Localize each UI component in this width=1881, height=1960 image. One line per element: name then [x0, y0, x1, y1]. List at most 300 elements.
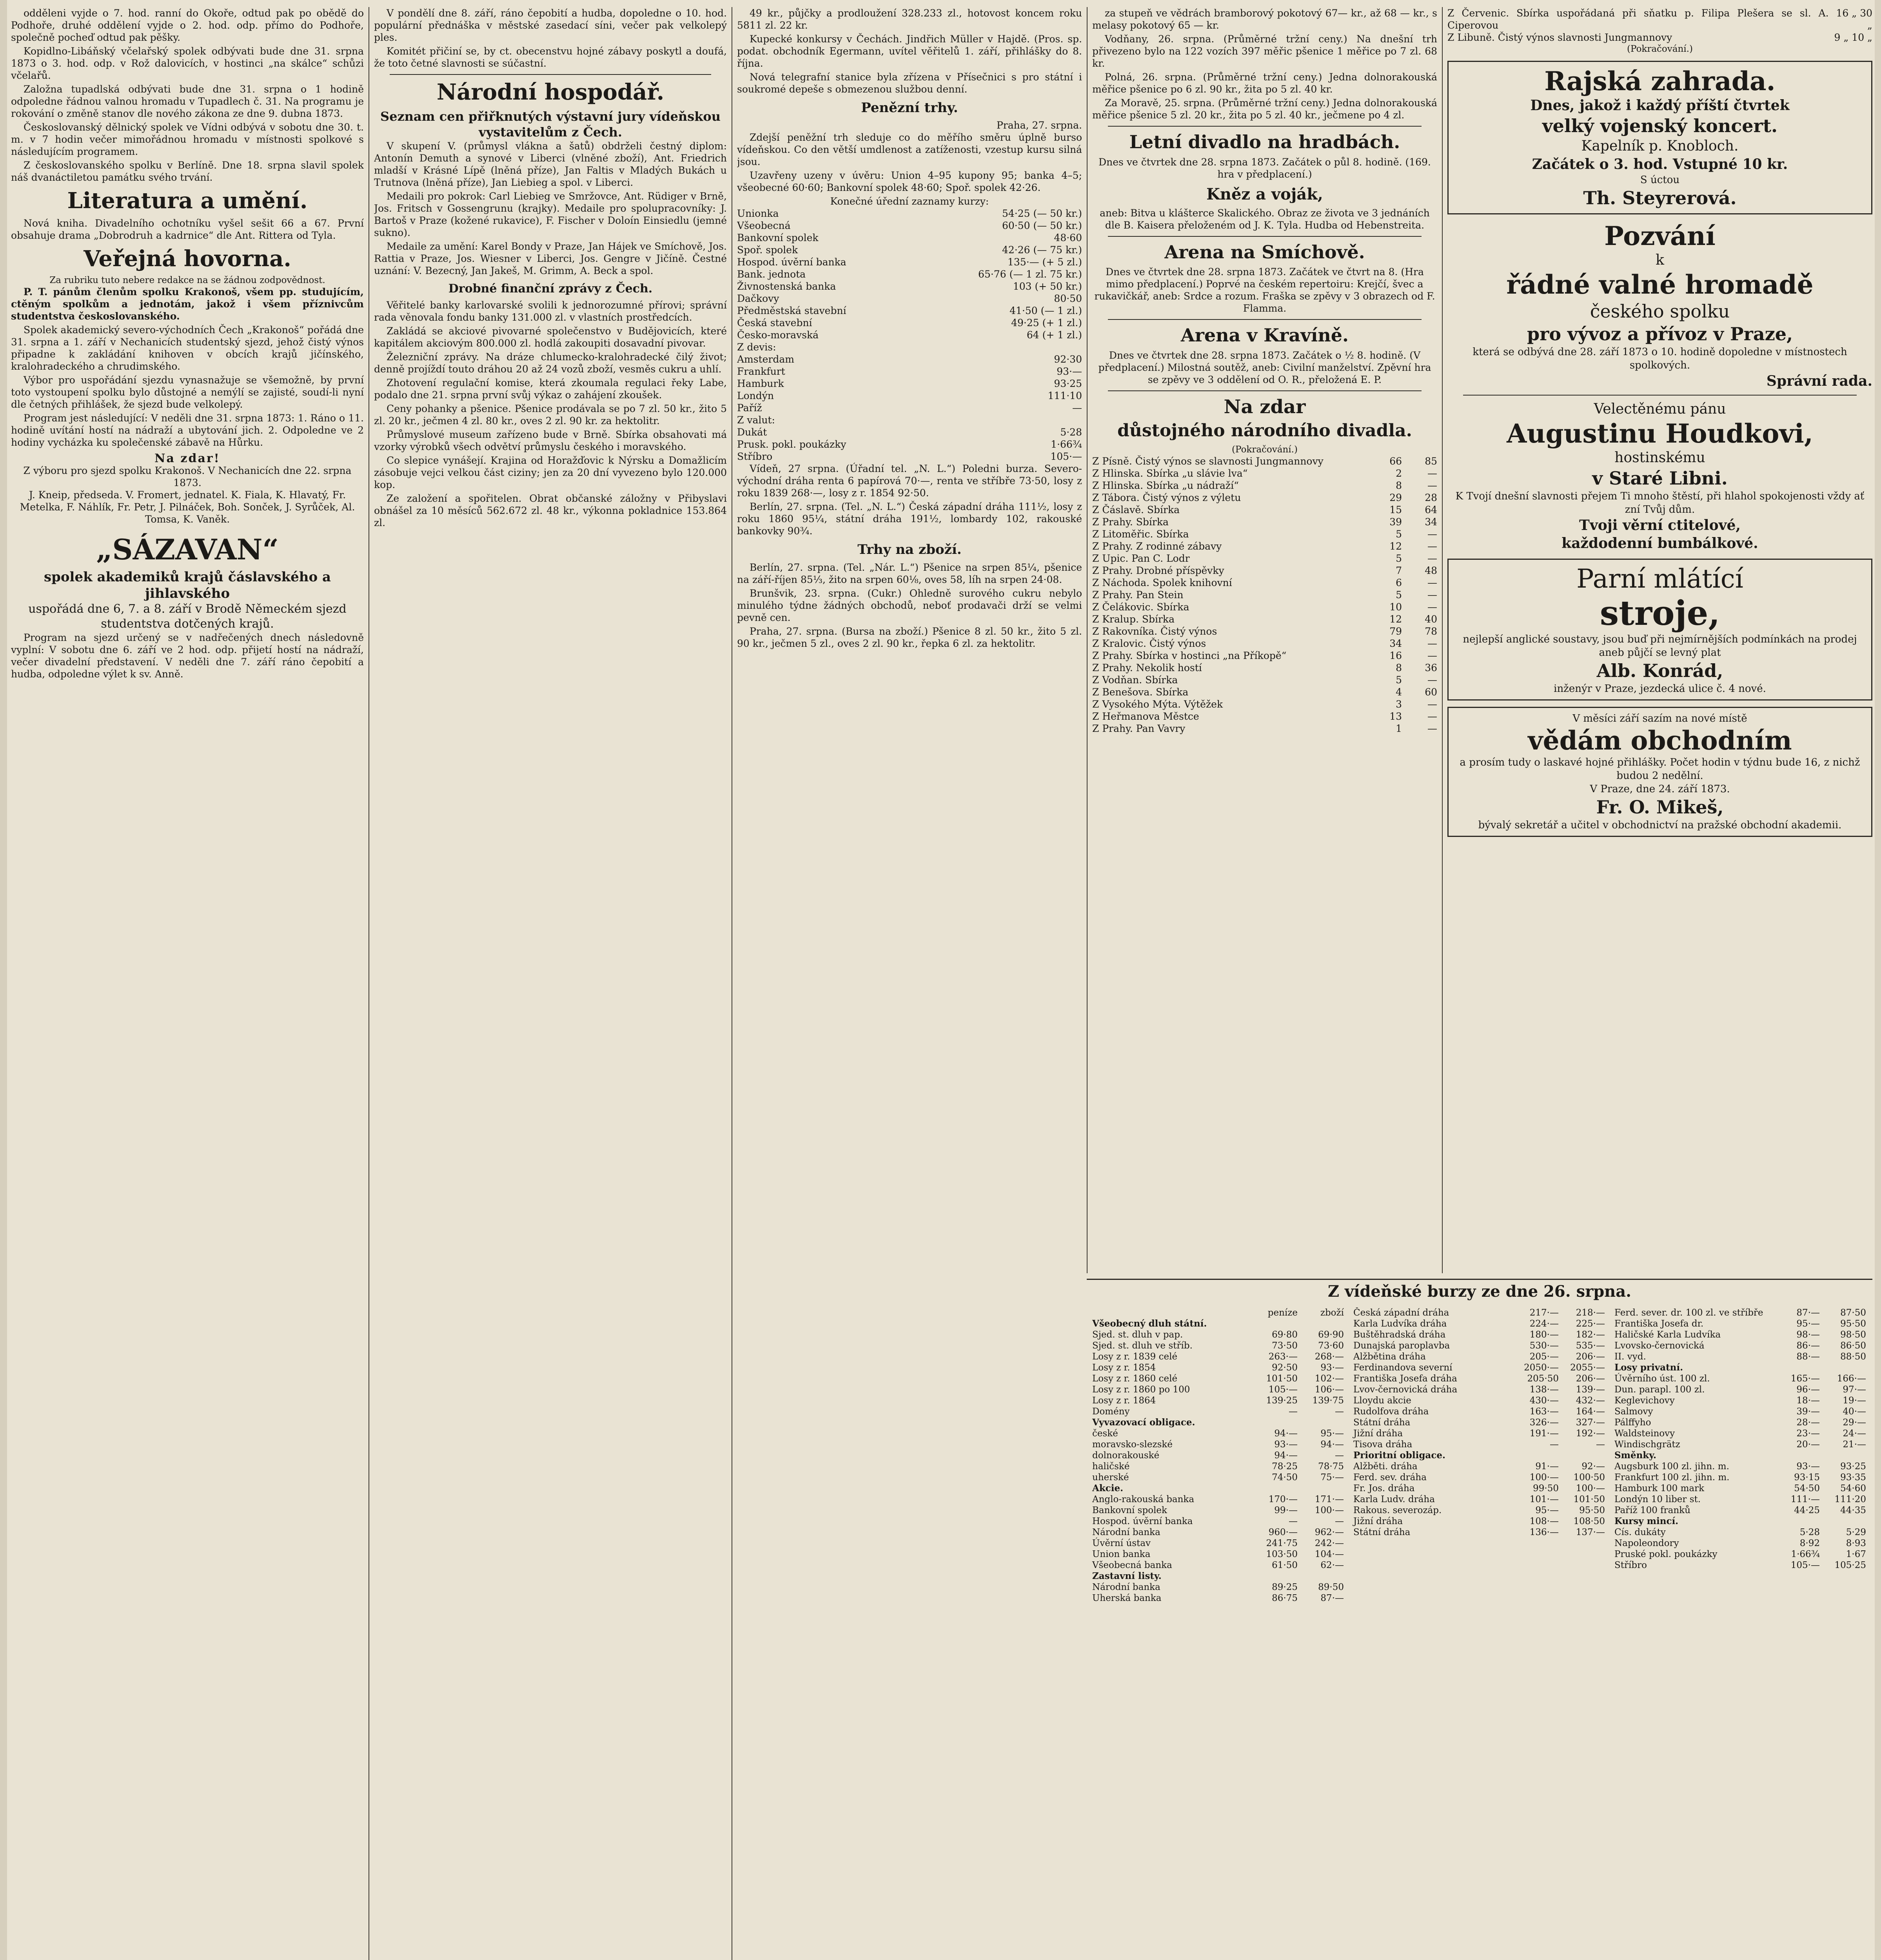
donation-kreuzers: — [1427, 710, 1437, 722]
bourse-row [1352, 1472, 1607, 1483]
prices-title: Konečné úřední zaznamy kurzy: [830, 196, 989, 207]
bourse-title: Z vídeňské burzy ze dne 26. srpna. [1327, 1282, 1632, 1301]
bourse-row [1091, 1582, 1345, 1593]
donation-florins: 15 [1389, 504, 1402, 515]
bourse-item-name: Uherská banka [1092, 1593, 1162, 1603]
donation-value: 9 „ 10 „ [1834, 32, 1872, 43]
bourse-money: 44·25 [1794, 1505, 1820, 1515]
bourse-item-name: Dun. parapl. 100 zl. [1614, 1385, 1705, 1395]
bourse-row [1613, 1318, 1868, 1329]
pub-names: J. Kneip, předseda. V. Fromert, jednatel. K. Fiala, K. Hlavatý, Fr. Metelka, F. Náhlík, Fr. Petr, J. Pilnáček, Boh. Sonček, J. Syrůček, Al. Tomsa, K. Vaněk. [20, 489, 355, 525]
bourse-goods: 104·— [1315, 1549, 1344, 1559]
bourse-goods [1560, 1450, 1607, 1461]
bourse-table-b [1352, 1307, 1607, 1538]
bourse-goods: 24·— [1843, 1428, 1866, 1439]
bourse-item-name: Windischgrätz [1614, 1439, 1680, 1450]
bourse-money: 191·— [1529, 1428, 1559, 1439]
donation-row [1092, 492, 1437, 504]
col3-trh-p2: Uzavřeny uzeny v úvěru: Union 4–95 kupony 95; banka 4–5; všeobecné 60·60; Bankovní spolek 48·60; Spoř. spolek 42·26. [737, 170, 1082, 194]
bourse-row [1613, 1329, 1868, 1340]
col3-p2: Nová telegrafní stanice byla zřízena v Přísečnici s pro státní i soukromé depeše s obmezenou službou denní. [737, 71, 1082, 95]
bourse-goods: 98·50 [1840, 1330, 1866, 1340]
donation-kreuzers: — [1427, 722, 1437, 734]
bourse-item-name: Fr. Jos. dráha [1353, 1483, 1415, 1494]
bourse-column-a [1091, 1307, 1345, 1604]
donation-florins: 16 [1389, 650, 1402, 661]
bourse-money: 99·50 [1533, 1483, 1559, 1494]
bourse-goods: 95·50 [1840, 1319, 1866, 1329]
donation-florins: 10 [1389, 601, 1402, 613]
bourse-row [1352, 1307, 1607, 1318]
bourse-goods: 89·50 [1318, 1582, 1344, 1592]
donation-row [1092, 528, 1437, 540]
theatre-heading-summer: Letní divadlo na hradbách. [1129, 131, 1400, 152]
sazavan-p: uspořádá dne 6, 7. a 8. září v Brodě Německém sjezd studentstva dotčených krajů. [28, 602, 347, 631]
col1-pub-p2: Spolek akademický severo-východních Čech „Krakonoš“ pořádá dne 31. srpna a 1. září v Nechanicích studentský sjezd, jehož čistý výnos připadne k zakládání knihoven v obcích krajů jičínského, kralohradeckého a chrudimského. [11, 324, 364, 372]
bourse-row [1352, 1450, 1607, 1461]
bourse-goods: — [1335, 1450, 1344, 1461]
bourse-row [1352, 1384, 1607, 1395]
ad4-line3: Alb. Konrád, [1596, 660, 1723, 681]
price-row [737, 220, 1082, 232]
price-value: 42·26 (— 75 kr.) [1002, 244, 1082, 256]
bourse-goods: 100·— [1576, 1483, 1605, 1494]
bourse-goods: 139·75 [1312, 1396, 1344, 1406]
bourse-goods: 40·— [1843, 1406, 1866, 1417]
col1-p1: Kopidlno-Libáňský včelařský spolek odbývati bude dne 31. srpna 1873 o 3. hod. odp. v Rož dalovicích, v hostinci „na skálce“ schůzi včelařů. [11, 45, 364, 81]
bourse-money [1253, 1571, 1299, 1582]
bourse-goods: 93·— [1320, 1363, 1344, 1373]
ad1-line3: Kapelník p. Knobloch. [1581, 138, 1739, 154]
bourse-money [1514, 1450, 1560, 1461]
donation-name: Z Upic. Pan C. Lodr [1092, 552, 1190, 564]
devize-value: 92·30 [1054, 354, 1082, 365]
price-row [737, 305, 1082, 317]
bourse-item-name: Domény [1092, 1406, 1130, 1417]
bourse-item-name: Akcie. [1092, 1483, 1124, 1494]
bourse-goods: 1·67 [1846, 1549, 1866, 1559]
price-name: Předměstská stavební [737, 305, 846, 317]
bourse-money: 96·— [1796, 1385, 1820, 1395]
bourse-goods [1821, 1362, 1868, 1373]
col2-drob-p3: Železniční zprávy. Na dráze chlumecko-kralohradecké čilý život; denně projíždí touto dráhou 20 až 24 vozů zboží, vesměs cukru a uhlí. [374, 351, 727, 375]
ad3-line6: každodenní bumbálkové. [1561, 535, 1758, 552]
bourse-money: 89·25 [1272, 1582, 1298, 1592]
bourse-row [1091, 1560, 1345, 1571]
bourse-goods: 54·60 [1840, 1483, 1866, 1494]
donation-row [1092, 540, 1437, 552]
summer-info2: aneb: Bitva u klášterce Skalického. Obraz ze života ve 3 jednáních dle B. Kaisera přeloženém od J. K. Tyla. Hudba od Hebenstreita. [1100, 207, 1430, 231]
donation-kreuzers: 60 [1425, 686, 1437, 698]
bourse-row [1352, 1318, 1607, 1329]
price-value: 135·— (+ 5 zl.) [1008, 256, 1082, 268]
donation-florins: 66 [1389, 455, 1402, 467]
bourse-row [1352, 1351, 1607, 1362]
bourse-money [1253, 1417, 1299, 1428]
bourse-goods [1821, 1450, 1868, 1461]
bourse-row [1613, 1472, 1868, 1483]
bourse-goods: 111·20 [1834, 1494, 1866, 1504]
bourse-row [1091, 1318, 1345, 1329]
bourse-money: 99·— [1274, 1505, 1298, 1515]
bourse-item-name: Státní dráha [1353, 1417, 1411, 1428]
price-row [737, 232, 1082, 244]
bourse-money: 88·— [1796, 1352, 1820, 1362]
col1-p3: Českoslovanský dělnický spolek ve Vídni odbývá v sobotu dne 30. t. m. v 7 hodin večer mimořádnou hromadu v místnosti spolkové s následujícím programem. [11, 122, 364, 157]
bourse-item-name: Bankovní spolek [1092, 1505, 1167, 1515]
bourse-item-name: Úvěrní ústav [1092, 1538, 1151, 1548]
ad5-line1: vědám obchodním [1528, 725, 1792, 756]
summer-info: Dnes ve čtvrtek dne 28. srpna 1873. Začátek o půl 8. hodině. (169. hra v předplacení.) [1098, 156, 1431, 180]
price-name: Všeobecná [737, 220, 791, 232]
bourse-goods: 192·— [1576, 1428, 1605, 1439]
devize-row [737, 390, 1082, 402]
devize-value: 93·25 [1054, 378, 1082, 390]
bourse-row [1352, 1362, 1607, 1373]
bourse-money: 108·— [1529, 1516, 1559, 1526]
bourse-item-name: Alžběti. dráha [1353, 1461, 1418, 1472]
col3-trhy-p3: Praha, 27. srpna. (Bursa na zboží.) Pšenice 8 zl. 50 kr., žito 5 zl. 90 kr., ječmen 5 zl., oves 2 zl. 90 kr., řepka 6 zl. za hektolitr. [737, 625, 1082, 649]
donation-florins: 1 [1396, 722, 1402, 734]
bourse-goods: 432·— [1576, 1396, 1605, 1406]
bourse-section [1087, 1279, 1872, 1960]
donation-kreuzers: — [1427, 601, 1437, 613]
col2-drob-p2: Zakládá se akciové pivovarné společenstvo v Budějovicích, které kapitálem akciovým 800.000 zl. hodlá zakoupiti dosavadní pivovar. [374, 325, 727, 349]
ad1-line6: Th. Steyrerová. [1583, 187, 1737, 209]
bourse-row [1352, 1483, 1607, 1494]
devize-row [737, 365, 1082, 377]
donation-name: Z Hlinska. Sbírka „u nádraží“ [1092, 479, 1239, 491]
donation-row [1092, 710, 1437, 722]
ad5-line2: a prosím tudy o laskavé hojné přihlášky. Počet hodin v týdnu bude 16, z nichž budou 2 nedělní. [1460, 757, 1860, 782]
bourse-row [1091, 1472, 1345, 1483]
bourse-row [1352, 1505, 1607, 1516]
bourse-item-name: Karla Ludvíka dráha [1353, 1319, 1447, 1329]
bourse-item-name: Národní banka [1092, 1582, 1160, 1592]
col1-p4: Z českoslovanského spolku v Berlíně. Dne 18. srpna slavil spolek náš dvanáctiletou památku svého trvání. [11, 160, 364, 183]
donation-name: Z Vodňan. Sbírka [1092, 674, 1178, 686]
bourse-row [1613, 1505, 1868, 1516]
bourse-item-name: Salmovy [1614, 1406, 1653, 1417]
bourse-item-name: Hospod. úvěrní banka [1092, 1516, 1193, 1526]
bourse-goods: 268·— [1315, 1352, 1344, 1362]
donation-name: Z Heřmanova Městce [1092, 710, 1199, 722]
donation-kreuzers: — [1427, 479, 1437, 491]
bourse-money: 93·— [1796, 1461, 1820, 1472]
donation-row [1092, 577, 1437, 589]
bourse-money: 98·— [1796, 1330, 1820, 1340]
bourse-item-name: Lloydu akcie [1353, 1396, 1411, 1406]
donation-name: Z Vysokého Mýta. Výtěžek [1092, 698, 1223, 710]
ad2-line5: která se odbývá dne 28. září 1873 o 10. hodině dopoledne v místnostech spolkových. [1472, 346, 1847, 371]
bourse-goods: 137·— [1576, 1527, 1605, 1537]
col1-pub-p3: Výbor pro uspořádání sjezdu vynasnažuje se všemožně, by první toto vystoupení spolku bylo důstojné a nemýlí se zajisté, soudí-li nyní dle četných přihlášek, že sjezd bude velkolepý. [11, 374, 364, 410]
donation-name: Z Prahy. Pan Stein [1092, 589, 1184, 601]
bourse-row [1613, 1373, 1868, 1384]
bourse-item-name: Prioritní obligace. [1353, 1450, 1445, 1461]
bourse-money: 86·— [1796, 1341, 1820, 1351]
bourse-goods: 100·50 [1573, 1472, 1605, 1483]
bourse-table-a [1091, 1307, 1345, 1604]
price-value: 41·50 (— 1 zl.) [1009, 305, 1082, 317]
bourse-item-name: Napoleondory [1614, 1538, 1679, 1548]
bourse-row [1352, 1406, 1607, 1417]
donation-florins: 8 [1396, 479, 1402, 491]
ad3-line3: v Staré Libni. [1592, 468, 1728, 489]
bourse-money: 8·92 [1799, 1538, 1820, 1548]
bourse-item-name: Buštěhradská dráha [1353, 1330, 1446, 1340]
bourse-item-name: Ferd. sev. dráha [1353, 1472, 1427, 1483]
bourse-goods: 106·— [1315, 1385, 1344, 1395]
col2-drob-p8: Ze založení a spořitelen. Obrat občanské záložny v Přibyslavi obnášel za 10 měsíců 562.672 zl. 48 kr., výkonna pokladnice 153.864 zl. [374, 492, 727, 528]
donation-name: Z Litoměřic. Sbírka [1092, 528, 1189, 540]
bourse-goods: 97·— [1843, 1385, 1866, 1395]
bourse-item-name: Alžbětina dráha [1353, 1352, 1426, 1362]
bourse-item-name: Ferd. sever. dr. 100 zl. ve stříbře [1614, 1308, 1763, 1318]
bourse-money: 163·— [1529, 1406, 1559, 1417]
donation-row [1092, 650, 1437, 662]
donation-florins: 3 [1396, 698, 1402, 710]
ad1-line1: Dnes, jakož i každý příští čtvrtek [1530, 97, 1790, 114]
price-row [737, 244, 1082, 256]
price-name: Dačkovy [737, 293, 779, 305]
bourse-row [1091, 1593, 1345, 1604]
bourse-goods: 2055·— [1570, 1363, 1605, 1373]
ad-threshing-machines [1447, 559, 1872, 701]
bourse-goods: 5·29 [1846, 1527, 1866, 1537]
kravin-info: Dnes ve čtvrtek dne 28. srpna 1873. Začátek o ½ 8. hodině. (V předplacení.) Milostná soutěž, aneb: Civilní manželství. Zpěvní hra se zpěvy ve 3 oddělení od O. R., přeložená E. P. [1098, 349, 1431, 385]
bourse-money: 69·80 [1272, 1330, 1298, 1340]
bourse-goods: 8·93 [1846, 1538, 1866, 1548]
ad-mikes [1447, 707, 1872, 837]
col3-trhy-p1: Berlín, 27. srpna. (Tel. „Nár. L.“) Pšenice na srpen 85¼, pšenice na září-říjen 85⅓, žito na srpen 60⅛, oves 58, líh na srpen 24·08. [737, 561, 1082, 585]
column-rule [1442, 7, 1443, 1273]
bourse-money: 205·— [1529, 1352, 1559, 1362]
bourse-money: 1·66¾ [1791, 1549, 1820, 1559]
bourse-row [1091, 1571, 1345, 1582]
bourse-item-name: Losy z r. 1854 [1092, 1363, 1156, 1373]
ad3-line2: hostinskému [1614, 450, 1705, 466]
bourse-row [1091, 1527, 1345, 1538]
bourse-item-name: Paříž 100 franků [1614, 1505, 1690, 1515]
ad1-line2: velký vojenský koncert. [1542, 115, 1778, 136]
bourse-money: 105·— [1268, 1385, 1298, 1395]
col3-trhy-p2: Brunšvik, 23. srpna. (Cukr.) Ohledně surového cukru nebylo minulého týdne žádných obchodů, neboť prodavači drží se velmi pevně cen. [737, 587, 1082, 623]
bourse-money: — [1289, 1516, 1298, 1526]
bourse-goods [1299, 1417, 1345, 1428]
bourse-row [1613, 1439, 1868, 1450]
ad4-line1: stroje, [1600, 593, 1720, 633]
valuta-name: Stříbro [737, 451, 773, 463]
donation-row [1092, 479, 1437, 492]
bourse-money [1775, 1450, 1821, 1461]
col3-p1: Kupecké konkursy v Čechách. Jindřich Müller v Hajdě. (Pros. sp. podat. obchodník Egermann, uvítel věřitelů 1. září, přihlášky do 8. října. [737, 33, 1082, 69]
bourse-row [1613, 1538, 1868, 1549]
column-rule [1087, 7, 1088, 1273]
bourse-item-name: Anglo-rakouská banka [1092, 1494, 1195, 1504]
devizy-list [737, 353, 1082, 414]
ad5-line5: bývalý sekretář a učitel v obchodnictví na pražské obchodní akademii. [1478, 819, 1842, 831]
donation-row [1092, 662, 1437, 674]
donation-florins: 2 [1396, 467, 1402, 479]
devize-value: 111·10 [1048, 390, 1082, 402]
price-row [737, 280, 1082, 292]
donation-florins: 29 [1389, 492, 1402, 503]
price-row [737, 207, 1082, 220]
valuta-value: 1·66¾ [1051, 439, 1082, 450]
bourse-row [1091, 1340, 1345, 1351]
bourse-item-name: dolnorakouské [1092, 1450, 1160, 1461]
column-2 [374, 7, 727, 1960]
donation-row [1092, 686, 1437, 698]
price-name: Česko-moravská [737, 329, 819, 341]
col1-pub-p1: P. T. pánům členům spolku Krakonoš, všem pp. studujícím, ctěným spolkům a jednotám, jakož i všem příznivcům studentstva českoslovanského. [11, 286, 364, 322]
price-row [737, 292, 1082, 305]
bourse-item-name: Úvěrního úst. 100 zl. [1614, 1374, 1710, 1384]
bourse-goods: 206·— [1576, 1352, 1605, 1362]
donation-florins: 12 [1389, 613, 1402, 625]
bourse-item-name: Augsburk 100 zl. jihn. m. [1614, 1461, 1729, 1472]
bourse-item-name: Londýn 10 liber st. [1614, 1494, 1701, 1504]
donation-name: Z Prahy. Sbírka [1092, 516, 1169, 528]
bourse-money: 93·15 [1794, 1472, 1820, 1483]
bourse-money: 103·50 [1266, 1549, 1298, 1559]
devize-row [737, 377, 1082, 390]
donation-row [1447, 7, 1872, 31]
bourse-money: 93·— [1274, 1439, 1298, 1450]
bourse-item-name: Keglevichovy [1614, 1396, 1675, 1406]
bourse-goods: 242·— [1315, 1538, 1344, 1548]
donation-row [1092, 564, 1437, 577]
ad5-line4: Fr. O. Mikeš, [1596, 797, 1724, 818]
separator [390, 74, 711, 75]
devize-row [737, 353, 1082, 365]
donation-name: Z Náchoda. Spolek knihovní [1092, 577, 1232, 588]
col4-p2: Polná, 26. srpna. (Průměrné tržní ceny.) Jedna dolnorakouská měřice pšenice po 6 zl. 90 kr., žita po 5 zl. 40 kr. [1092, 71, 1437, 95]
bourse-goods: — [1596, 1439, 1605, 1450]
donation-name: Z Prahy. Nekolik hostí [1092, 662, 1202, 673]
col1-lit-p: Nová kniha. Divadelního ochotníku vyšel sešit 66 a 67. První obsahuje drama „Dobrodruh a kadrnice“ dle Ant. Rittera od Tyla. [11, 217, 364, 241]
donation-row [1092, 601, 1437, 613]
col3-trh-p1: Zdejší peněžní trh sleduje co do měřího směru úplně burso vídeňskou. Co den větší umdlenost a zatíženosti, vzestup kursu silná jsou. [737, 132, 1082, 168]
devize-name: Hamburk [737, 378, 784, 390]
price-value: 60·50 (— 50 kr.) [1002, 220, 1082, 232]
theatre-heading-kravin: Arena v Kravíně. [1180, 325, 1349, 346]
donation-florins: 34 [1389, 637, 1402, 649]
bourse-goods: 73·60 [1318, 1341, 1344, 1351]
bourse-money [1253, 1318, 1299, 1329]
donation-row [1447, 31, 1872, 44]
bourse-money: 95·— [1796, 1319, 1820, 1329]
price-row [737, 268, 1082, 280]
bourse-item-name: Vyvazovací obligace. [1092, 1417, 1195, 1428]
donation-row [1092, 467, 1437, 479]
bourse-item-name: Haličské Karla Ludvíka [1614, 1330, 1721, 1340]
donation-name: Z Benešova. Sbírka [1092, 686, 1189, 698]
donation-row [1092, 552, 1437, 564]
valuta-value: 105·— [1050, 451, 1082, 463]
col2-nh-p2: Medaili pro pokrok: Carl Liebieg ve Smržovce, Ant. Rüdiger v Brně, Jos. Fritsch v Gossengrunu (krajky). Medaile pro spolupracovníky: J. Bartoš v Praze (kožené rukavice), F. Fischer v Doloín Einsiedlu (jemné sukno). [374, 190, 727, 238]
donation-name: Z Tábora. Čistý výnos z výletu [1092, 492, 1241, 503]
bourse-goods [1821, 1516, 1868, 1527]
bourse-row [1613, 1384, 1868, 1395]
price-value: 54·25 (— 50 kr.) [1002, 208, 1082, 220]
bourse-goods: 327·— [1576, 1417, 1605, 1428]
donation-name: Z Písně. Čistý výnos se slavnosti Jungmannovy [1092, 455, 1324, 467]
donation-florins: 5 [1396, 589, 1402, 601]
bourse-money [1775, 1362, 1821, 1373]
col1-pub-p4: Program jest následující: V neděli dne 31. srpna 1873: 1. Ráno o 11. hodině uvítání hostí na nádraží a ubytování jich. 2. Odpoledne ve 2 hodiny vycházka ku společenské zábavě na Hůrku. [11, 412, 364, 448]
donation-kreuzers: — [1427, 577, 1437, 588]
bourse-goods: 29·— [1843, 1417, 1866, 1428]
public-note: Za rubriku tuto nebere redakce na se žádnou zodpovědnost. [49, 275, 325, 286]
bourse-table-c [1613, 1307, 1868, 1571]
summer-play-title: Kněz a voják, [1206, 185, 1323, 203]
bourse-goods [1299, 1483, 1345, 1494]
bourse-item-name: Sjed. st. dluh v pap. [1092, 1330, 1183, 1340]
donation-florins: 5 [1396, 552, 1402, 564]
bourse-row [1352, 1494, 1607, 1505]
bourse-money: — [1550, 1439, 1559, 1450]
column-3 [737, 7, 1082, 1277]
valuty-list [737, 426, 1082, 463]
devizy-title: Z devis: [737, 341, 776, 353]
bourse-goods: 218·— [1576, 1308, 1605, 1318]
donation-florins: 7 [1396, 564, 1402, 576]
bourse-goods: 75·— [1320, 1472, 1344, 1483]
bourse-row [1613, 1560, 1868, 1571]
bourse-money: 139·25 [1266, 1396, 1298, 1406]
price-name: Bankovní spolek [737, 232, 819, 244]
separator [1108, 236, 1422, 237]
bourse-row [1613, 1461, 1868, 1472]
bourse-money: 95·— [1535, 1505, 1559, 1515]
bourse-goods: 95·— [1320, 1428, 1344, 1439]
devize-name: Frankfurt [737, 366, 785, 377]
price-value: 49·25 (+ 1 zl.) [1011, 317, 1082, 329]
donation-kreuzers: 64 [1425, 504, 1437, 515]
ad2-line4: pro vývoz a přívoz v Praze, [1527, 323, 1793, 345]
bourse-goods: 962·— [1315, 1527, 1344, 1537]
price-name: Spoř. spolek [737, 244, 798, 256]
price-row [737, 329, 1082, 341]
donation-kreuzers: — [1427, 540, 1437, 552]
devize-name: Londýn [737, 390, 774, 402]
bourse-column-c [1613, 1307, 1868, 1571]
col2-drob-p6: Průmyslové museum zařízeno bude v Brně. Sbírka obsahovati má vzorky výrobků všech odvětví průmyslu českého i moravského. [374, 428, 727, 452]
price-value: 64 (+ 1 zl.) [1026, 329, 1082, 341]
bourse-money: 94·— [1274, 1428, 1298, 1439]
bourse-money: 18·— [1796, 1396, 1820, 1406]
bourse-money [1253, 1483, 1299, 1494]
donation-name: Z Prahy. Drobné příspěvky [1092, 564, 1224, 576]
donation-kreuzers: — [1427, 650, 1437, 661]
col2-intro: V pondělí dne 8. září, ráno čepobití a hudba, dopoledne o 10. hod. populární přednáška v městské zasedací síni, večer pak velkolepý ples. [374, 7, 727, 43]
ad2-title: Pozvání [1604, 221, 1716, 251]
col2-nh-p3: Medaile za umění: Karel Bondy v Praze, Jan Hájek ve Smíchově, Jos. Rattia v Praze, Jos. Wiesner v Liberci, Jos. Gengre v Jičíně. Čestné uznání: V. Bezecný, Jan Jakeš, M. Grimm, A. Beck a spol. [374, 240, 727, 276]
section-heading-public: Veřejná hovorna. [84, 245, 291, 272]
bourse-item-name: uherské [1092, 1472, 1129, 1483]
section-heading-goods: Trhy na zboží. [857, 542, 962, 558]
bourse-money: 78·25 [1272, 1461, 1298, 1472]
bourse-row [1613, 1494, 1868, 1505]
bourse-row [1352, 1340, 1607, 1351]
bourse-item-name: Lvov-černovická dráha [1353, 1385, 1458, 1395]
donation-name: Z Prahy. Z rodinné zábavy [1092, 540, 1222, 552]
donation-kreuzers: — [1427, 528, 1437, 540]
bourse-item-name: Losy privatní. [1614, 1362, 1683, 1373]
bourse-goods [1299, 1318, 1345, 1329]
